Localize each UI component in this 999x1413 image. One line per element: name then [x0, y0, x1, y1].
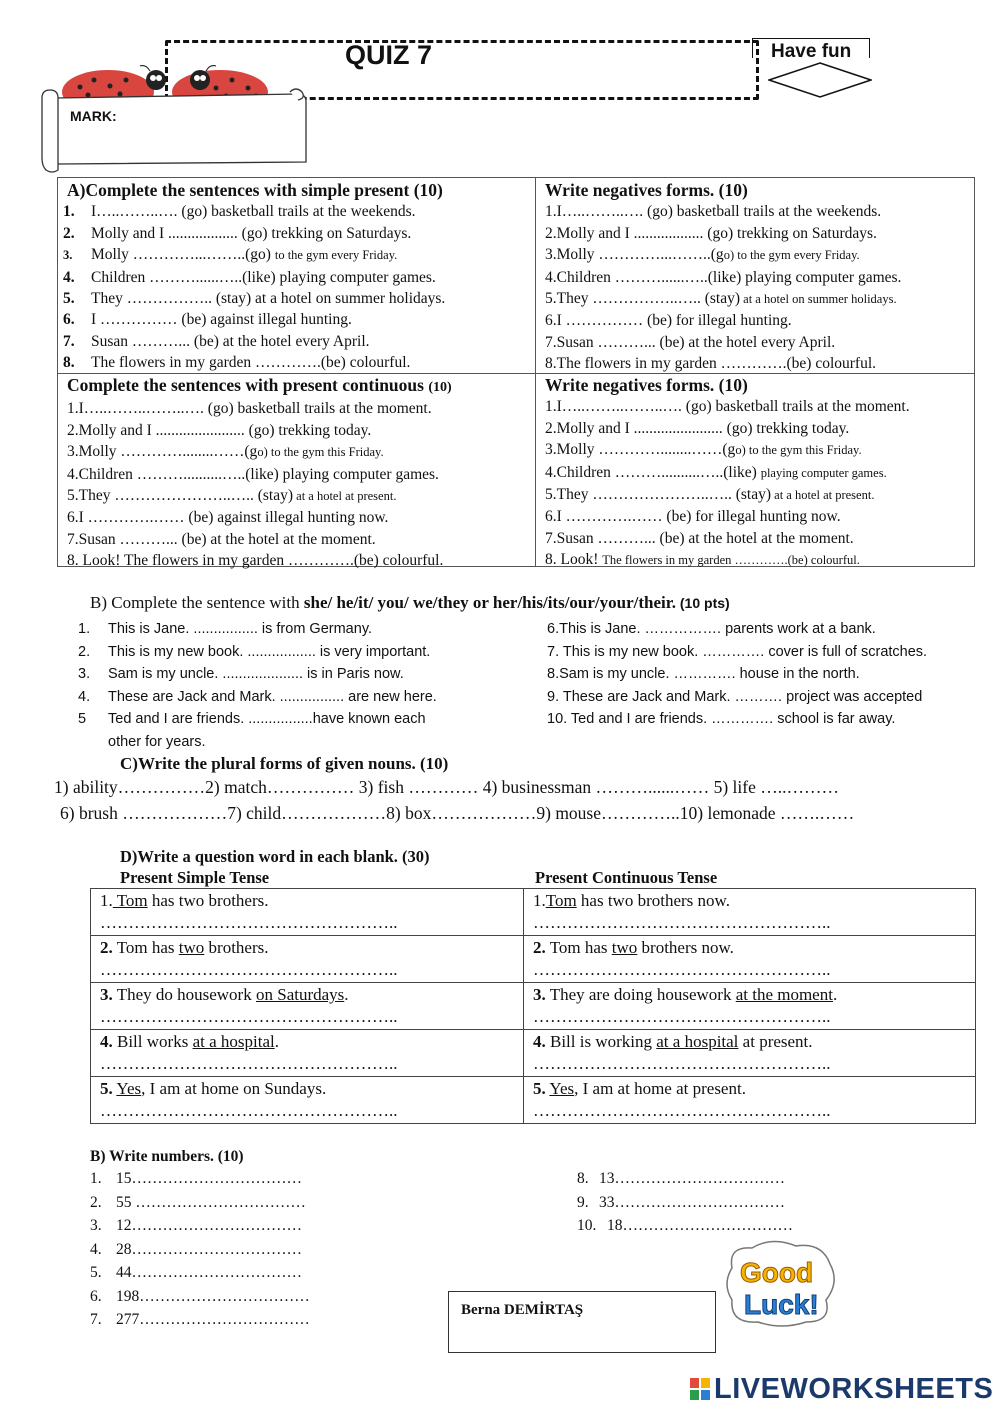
list-item: 7.Susan ………... (be) at the hotel at the moment. [67, 530, 376, 548]
list-item: 3.Molly …………...……..(go) to the gym every Friday. [545, 246, 860, 264]
brand-text: LIVEWORKSHEETS [714, 1373, 994, 1405]
mark-scroll-banner [40, 88, 310, 176]
table-row: 2. Tom has two brothers now. …………………………………………….. [533, 938, 831, 979]
table-row: 1. Tom has two brothers. …………………………………………….. [100, 891, 398, 932]
list-item: 10. Ted and I are friends. …………. school is far away. [547, 711, 896, 727]
list-item: 7. 277…………………………… [90, 1311, 310, 1328]
section-b-heading: B) Complete the sentence with she/ he/it/ you/ we/they or her/his/its/our/your/their. (10 pts) [90, 593, 730, 612]
list-item: 4.Children ………..........…..(like) playing computer games. [67, 465, 439, 483]
negative-heading: Write negatives forms. (10) [545, 375, 748, 395]
present-continuous-cell: Complete the sentences with present continuous (10) 1.I…..……..……..…. (go) basketball trails at the moment. 2.Molly and I ....................... (go) trekking today. 3.Molly …………........……(go) to the gym this Friday. 4.Children ………..........…..(like) playing computer games. 5.They …………………..….. (stay) at a hotel at present. 6.I ………….…… (be) against illegal hunting now. 7.Susan ………... (be) at the hotel at the moment. 8. Look! The flowers in my garden ………….(be) colourful. [67, 375, 452, 572]
table-row: 4. Bill works at a hospital. …………………………………………….. [100, 1032, 398, 1073]
table-row-divider [90, 982, 976, 983]
liveworksheets-logo [690, 1373, 993, 1406]
plural-line-2: 6) brush ………………7) child………………8) box………………9) mouse…………..10) lemonade …….…… [60, 803, 855, 823]
list-item: 3.Molly …………........……(go) to the gym this Friday. [67, 443, 384, 461]
list-item: 3. Sam is my uncle. .................... is in Paris now. [78, 666, 404, 682]
list-item: 6.This is Jane. ……………. parents work at a bank. [547, 621, 876, 637]
list-item: 6.I ………….…… (be) for illegal hunting now. [545, 508, 841, 526]
list-item: 4. Children ………......…..(like) playing computer games. [63, 268, 436, 286]
pronoun-list-right [547, 618, 927, 731]
list-item: 2.Molly and I .................. (go) trekking on Saturdays. [545, 224, 877, 242]
answer-blank[interactable]: …………………………………………….. [533, 1054, 831, 1073]
table-row-divider [90, 1076, 976, 1077]
list-item: 2.Molly and I ....................... (go) trekking today. [545, 419, 850, 437]
list-item: 1.I…..……..…. (go) basketball trails at the weekends. [545, 203, 882, 221]
negative-heading: Write negatives forms. (10) [545, 180, 748, 200]
list-item: 8. Look! The flowers in my garden ………….(be) colourful. [545, 551, 860, 569]
simple-present-cell [63, 180, 445, 374]
negative-simple-cell [545, 180, 901, 375]
list-item: 4.Children ………......…..(like) playing computer games. [545, 268, 902, 286]
answer-blank[interactable]: …………………………………………….. [100, 1101, 398, 1120]
list-item: 5.They …………………..….. (stay) at a hotel at present. [67, 487, 397, 505]
list-item: 1. I…..……..…. (go) basketball trails at the weekends. [63, 203, 416, 221]
list-item: 8. 13…………………………… [577, 1170, 785, 1187]
plural-line-1: 1) ability……………2) match…………… 3) fish ………… 4) businessman ………......…… 5) life …..……… [54, 777, 839, 797]
list-item: 3.Molly …………........……(go) to the gym this Friday. [545, 441, 862, 459]
good-luck-sticker [722, 1238, 842, 1330]
answer-blank[interactable]: …………………………………………….. [533, 1007, 831, 1026]
luck-text: Luck! [744, 1289, 819, 1320]
list-item: 2. This is my new book. ................. is very important. [78, 643, 431, 660]
answer-blank[interactable]: …………………………………………….. [533, 1101, 831, 1120]
list-item: 10. 18…………………………… [577, 1217, 793, 1234]
list-item: 1. 15…………………………… [90, 1170, 302, 1187]
list-item: 6. 198…………………………… [90, 1287, 310, 1305]
list-item: 5.They ……………..….. (stay) at a hotel on summer holidays. [545, 290, 897, 308]
answer-blank[interactable]: …………………………………………….. [100, 913, 398, 932]
list-item: 6.I …………… (be) for illegal hunting. [545, 312, 792, 330]
brand-mark-icon [690, 1375, 710, 1397]
table-row-divider [90, 935, 976, 936]
answer-blank[interactable]: …………………………………………….. [100, 1054, 398, 1073]
diamond-shape [768, 62, 872, 98]
list-item: 9. These are Jack and Mark. ………. project was accepted [547, 688, 923, 705]
table-row: 1.Tom has two brothers now. …………………………………………….. [533, 891, 831, 932]
list-item: 4. These are Jack and Mark. ................ are new here. [78, 688, 437, 705]
table-divider-vertical [535, 177, 536, 567]
section-c-heading: C)Write the plural forms of given nouns. (10) [120, 754, 449, 773]
author-name: Berna DEMİRTAŞ [461, 1302, 584, 1318]
mark-label: MARK: [70, 108, 117, 124]
list-item: 6. I …………… (be) against illegal hunting. [63, 311, 352, 329]
negative-continuous-cell [545, 375, 910, 572]
list-item: 8.Sam is my uncle. …………. house in the north. [547, 666, 860, 682]
good-text: Good [740, 1257, 814, 1288]
col-heading-continuous: Present Continuous Tense [535, 868, 718, 887]
list-item: 1.I…..……..……..…. (go) basketball trails at the moment. [545, 398, 910, 416]
list-item: 1.I…..……..……..…. (go) basketball trails at the moment. [67, 400, 432, 418]
answer-blank[interactable]: …………………………………………….. [100, 1007, 398, 1026]
list-item: 3. Molly …………...……..(go) to the gym every Friday. [63, 246, 398, 264]
list-item: 8. The flowers in my garden ………….(be) colourful. [63, 354, 411, 372]
list-item: 6.I ………….…… (be) against illegal hunting now. [67, 509, 389, 527]
list-item: 3. 12…………………………… [90, 1217, 302, 1234]
list-item: 8. Look! The flowers in my garden ………….(be) colourful. [67, 552, 444, 570]
list-item: 4. 28…………………………… [90, 1240, 302, 1258]
list-item: 5. 44…………………………… [90, 1264, 302, 1281]
list-item: 7.Susan ………... (be) at the hotel at the moment. [545, 529, 854, 547]
list-item: 5.They …………………..….. (stay) at a hotel at present. [545, 486, 875, 504]
answer-blank[interactable]: …………………………………………….. [533, 960, 831, 979]
section-d-heading: D)Write a question word in each blank. (30) [120, 847, 430, 866]
table-row: 5. Yes, I am at home on Sundays. …………………………………………….. [100, 1079, 398, 1120]
list-item: 7.Susan ………... (be) at the hotel every April. [545, 333, 836, 351]
section-numbers-heading: B) Write numbers. (10) [90, 1148, 244, 1165]
table-row-divider [90, 1029, 976, 1030]
present-continuous-heading: Complete the sentences with present continuous [67, 375, 429, 395]
list-item: 1. This is Jane. ................ is from Germany. [78, 621, 373, 637]
table-row: 4. Bill is working at a hospital at present. …………………………………………….. [533, 1032, 831, 1073]
table-divider-vertical [523, 888, 524, 1124]
list-item: 9. 33…………………………… [577, 1193, 785, 1211]
list-item: 2. Molly and I .................. (go) trekking on Saturdays. [63, 224, 412, 242]
list-item: 7. This is my new book. …………. cover is full of scratches. [547, 643, 928, 660]
list-item: 4.Children ………..........…..(like) playing computer games. [545, 463, 887, 481]
author-box [448, 1291, 716, 1353]
table-row: 5. Yes, I am at home at present. …………………………………………….. [533, 1079, 831, 1120]
list-item: 7. Susan ………... (be) at the hotel every April. [63, 332, 370, 350]
table-row: 2. Tom has two brothers. …………………………………………….. [100, 938, 398, 979]
list-item: 2.Molly and I ....................... (go) trekking today. [67, 421, 372, 439]
list-item: other for years. [108, 733, 206, 750]
list-item: 5 Ted and I are friends. ................have known each [78, 711, 426, 727]
col-heading-simple: Present Simple Tense [120, 868, 270, 887]
answer-blank[interactable]: …………………………………………….. [100, 960, 398, 979]
table-row: 3. They do housework on Saturdays. …………………………………………….. [100, 985, 398, 1026]
list-item: 8.The flowers in my garden ………….(be) colourful. [545, 355, 877, 373]
list-item: 5. They …………….. (stay) at a hotel on summer holidays. [63, 290, 446, 308]
answer-blank[interactable]: …………………………………………….. [533, 913, 831, 932]
have-fun-label: Have fun [752, 38, 870, 58]
list-item: 2. 55 …………………………… [90, 1193, 306, 1211]
numbers-list-left [90, 1167, 310, 1332]
page-title: QUIZ 7 [345, 40, 433, 70]
numbers-list-right [577, 1167, 793, 1238]
pronoun-list-left [78, 618, 437, 753]
table-row: 3. They are doing housework at the moment. …………………………………………….. [533, 985, 838, 1026]
simple-present-heading: A)Complete the sentences with simple present (10) [67, 180, 443, 200]
